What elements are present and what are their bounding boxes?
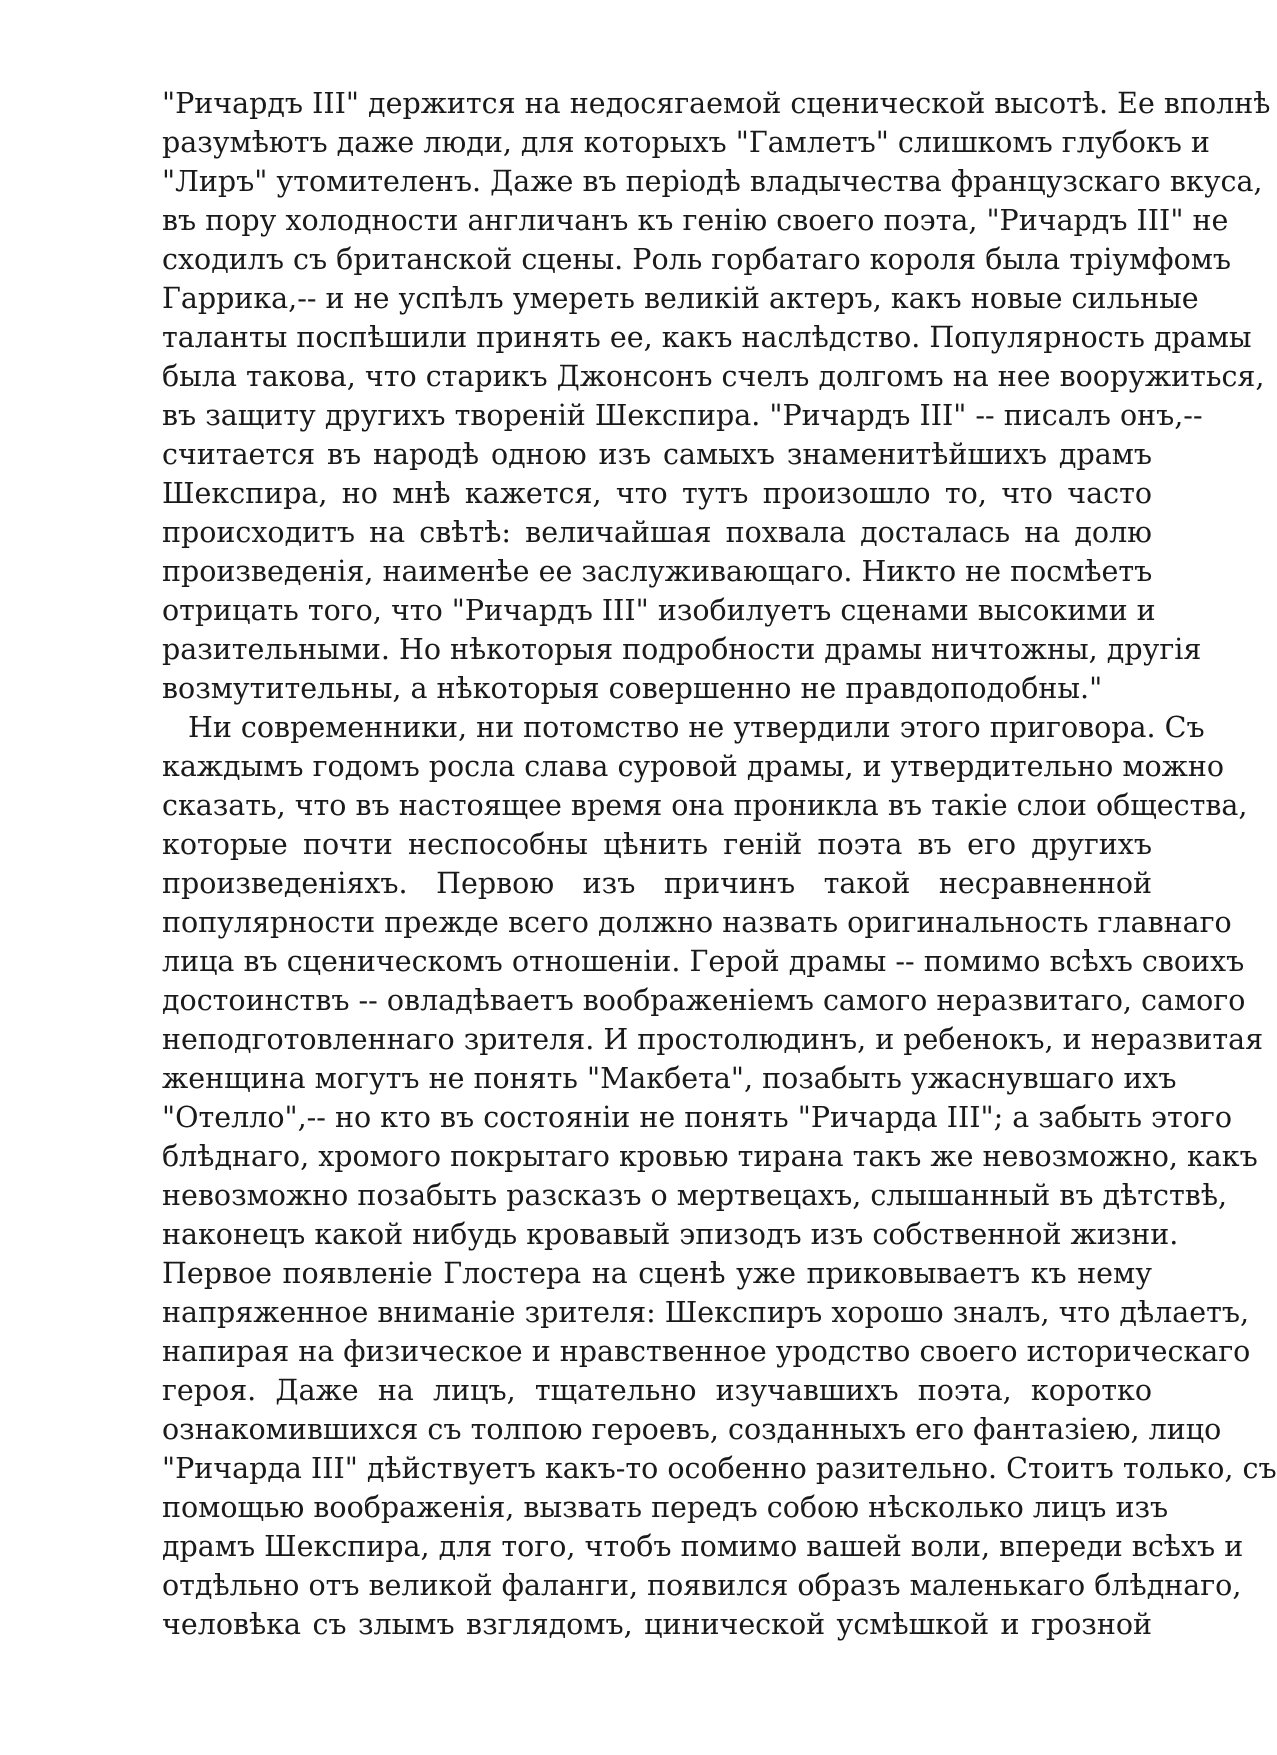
text-line: происходитъ на свѣтѣ: величайшая похвала досталась на долю — [162, 516, 1152, 549]
text-line: блѣднаго, хромого покрытаго кровью тирана такъ же невозможно, какъ — [162, 1140, 1258, 1173]
text-line: "Лиръ" утомителенъ. Даже въ періодѣ владычества французскаго вкуса, — [162, 165, 1263, 198]
text-line: ознакомившихся съ толпою героевъ, созданныхъ его фантазіею, лицо — [162, 1413, 1222, 1446]
text-line: была такова, что старикъ Джонсонъ счелъ долгомъ на нее вооружиться, — [162, 360, 1265, 393]
text-line: произведеніяхъ. Первою изъ причинъ такой несравненной — [162, 867, 1152, 900]
text-body — [162, 84, 1277, 1644]
text-line: неподготовленнаго зрителя. И простолюдинъ, и ребенокъ, и неразвитая — [162, 1023, 1264, 1056]
text-line: человѣка съ злымъ взглядомъ, цинической усмѣшкой и грозной — [162, 1608, 1152, 1641]
text-line: невозможно позабыть разсказъ о мертвецахъ, слышанный въ дѣтствѣ, — [162, 1179, 1228, 1212]
text-line: "Отелло",-- но кто въ состояніи не понять "Ричарда III"; а забыть этого — [162, 1101, 1233, 1134]
text-line: возмутительны, а нѣкоторыя совершенно не правдоподобны." — [162, 672, 1103, 705]
text-line: героя. Даже на лицъ, тщательно изучавшихъ поэта, коротко — [162, 1374, 1152, 1407]
text-line: таланты поспѣшили принять ее, какъ наслѣдство. Популярность драмы — [162, 321, 1252, 354]
text-line: разумѣютъ даже люди, для которыхъ "Гамлетъ" слишкомъ глубокъ и — [162, 126, 1210, 159]
text-line: считается въ народѣ одною изъ самыхъ знаменитѣйшихъ драмъ — [162, 438, 1152, 471]
text-line: Гаррика,-- и не успѣлъ умереть великій актеръ, какъ новые сильные — [162, 282, 1199, 315]
text-line: разительными. Но нѣкоторыя подробности драмы ничтожны, другія — [162, 633, 1202, 666]
text-line: "Ричардъ III" держится на недосягаемой сценической высотѣ. Ее вполнѣ — [162, 87, 1271, 120]
paragraph — [162, 84, 1271, 708]
text-line: наконецъ какой нибудь кровавый эпизодъ изъ собственной жизни. — [162, 1218, 1179, 1251]
text-line: напряженное вниманіе зрителя: Шекспиръ хорошо зналъ, что дѣлаетъ, — [162, 1296, 1250, 1329]
text-line: сходилъ съ британской сцены. Роль горбатаго короля была тріумфомъ — [162, 243, 1232, 276]
text-line: популярности прежде всего должно назвать оригинальность главнаго — [162, 906, 1232, 939]
text-line: напирая на физическое и нравственное уродство своего историческаго — [162, 1335, 1251, 1368]
text-line: достоинствъ -- овладѣваетъ воображеніемъ самого неразвитаго, самого — [162, 984, 1246, 1017]
text-line: женщина могутъ не понять "Макбета", позабыть ужаснувшаго ихъ — [162, 1062, 1177, 1095]
text-line: отдѣльно отъ великой фаланги, появился образъ маленькаго блѣднаго, — [162, 1569, 1242, 1602]
document-page — [162, 84, 1277, 1704]
text-line: драмъ Шекспира, для того, чтобъ помимо вашей воли, впереди всѣхъ и — [162, 1530, 1244, 1563]
text-line: Шекспира, но мнѣ кажется, что тутъ произошло то, что часто — [162, 477, 1152, 510]
text-line: помощью воображенія, вызвать передъ собою нѣсколько лицъ изъ — [162, 1491, 1169, 1524]
paragraph — [162, 708, 1277, 1644]
text-line: Ни современники, ни потомство не утвердили этого приговора. Съ — [188, 711, 1205, 744]
text-line: сказать, что въ настоящее время она проникла въ такіе слои общества, — [162, 789, 1248, 822]
text-line: въ защиту другихъ твореній Шекспира. "Ричардъ III" -- писалъ онъ,-- — [162, 399, 1203, 432]
text-line: отрицать того, что "Ричардъ III" изобилуетъ сценами высокими и — [162, 594, 1156, 627]
text-line: произведенія, наименѣе ее заслуживающаго. Никто не посмѣетъ — [162, 555, 1153, 588]
text-line: которые почти неспособны цѣнить геній поэта въ его другихъ — [162, 828, 1152, 861]
text-line: каждымъ годомъ росла слава суровой драмы, и утвердительно можно — [162, 750, 1225, 783]
text-line: лица въ сценическомъ отношеніи. Герой драмы -- помимо всѣхъ своихъ — [162, 945, 1245, 978]
text-line: "Ричарда III" дѣйствуетъ какъ-то особенно разительно. Стоитъ только, съ — [162, 1452, 1277, 1485]
text-line: въ пору холодности англичанъ къ генію своего поэта, "Ричардъ III" не — [162, 204, 1229, 237]
text-line: Первое появленіе Глостера на сценѣ уже приковываетъ къ нему — [162, 1257, 1152, 1290]
